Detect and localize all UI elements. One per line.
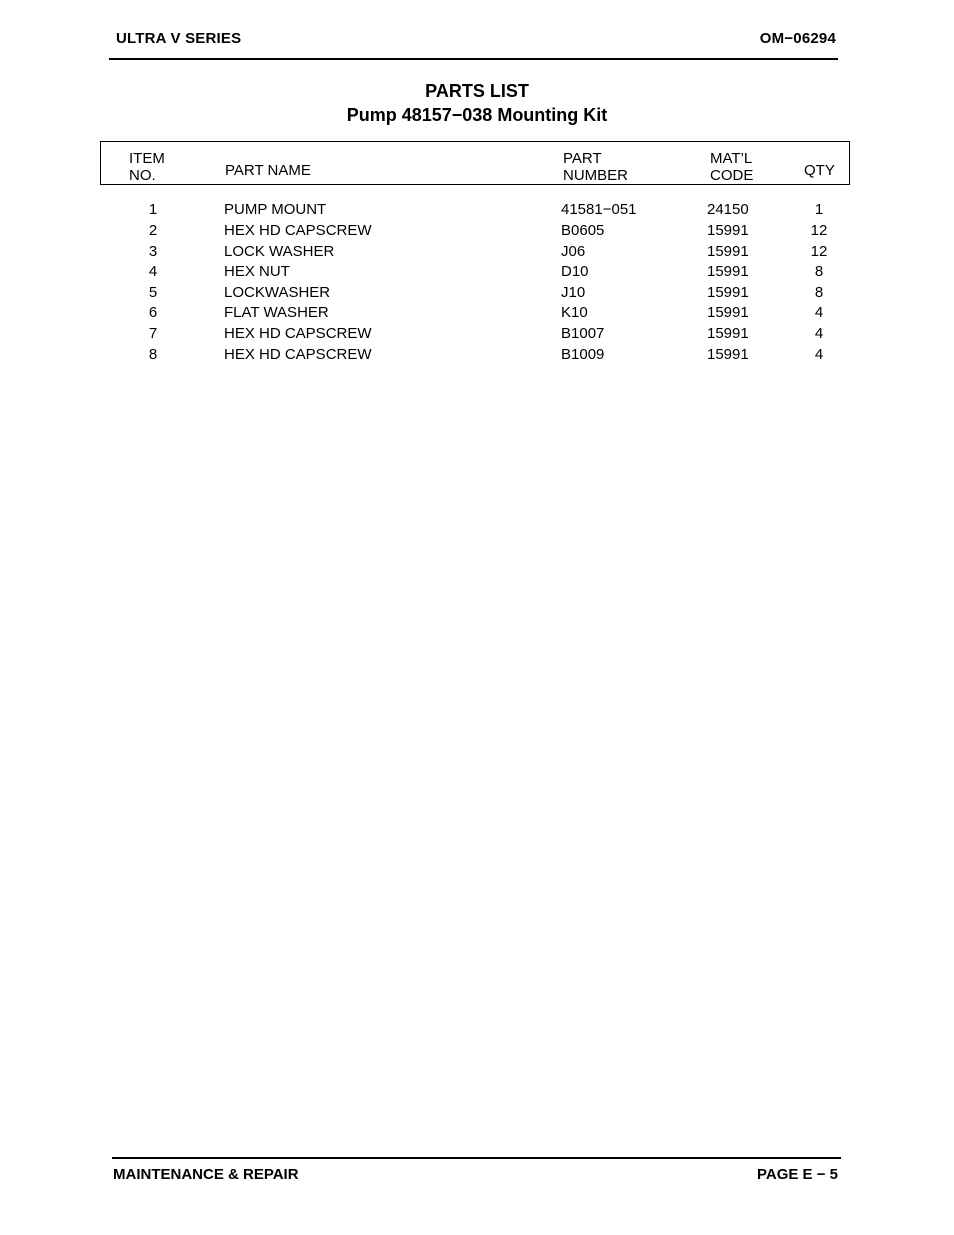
table-row <box>0 324 954 344</box>
column-header-part-number-line1: PART <box>563 150 602 167</box>
header-rule <box>109 58 838 60</box>
table-row <box>0 221 954 241</box>
cell-qty: 4 <box>814 346 824 363</box>
cell-part-number: 41581−051 <box>561 201 637 218</box>
cell-part-number: B1007 <box>561 325 605 342</box>
cell-part-name: FLAT WASHER <box>224 304 329 321</box>
cell-part-number: J10 <box>561 284 586 301</box>
cell-item: 2 <box>148 222 158 239</box>
cell-mat-code: 15991 <box>707 304 749 321</box>
table-row <box>0 303 954 323</box>
cell-qty: 12 <box>810 243 828 260</box>
cell-qty: 4 <box>814 325 824 342</box>
cell-part-number: D10 <box>561 263 589 280</box>
column-header-qty: QTY <box>804 162 835 179</box>
cell-item: 1 <box>148 201 158 218</box>
parts-table-header <box>100 141 850 185</box>
cell-part-name: LOCK WASHER <box>224 243 335 260</box>
table-row <box>0 345 954 365</box>
cell-qty: 1 <box>814 201 824 218</box>
column-header-item-line1: ITEM <box>129 150 165 167</box>
cell-qty: 12 <box>810 222 828 239</box>
cell-part-number: J06 <box>561 243 586 260</box>
cell-mat-code: 24150 <box>707 201 749 218</box>
cell-part-name: HEX HD CAPSCREW <box>224 222 372 239</box>
page-subtitle: Pump 48157−038 Mounting Kit <box>346 105 608 125</box>
cell-qty: 8 <box>814 284 824 301</box>
header-series: ULTRA V SERIES <box>116 30 242 47</box>
cell-mat-code: 15991 <box>707 325 749 342</box>
table-row <box>0 262 954 282</box>
cell-mat-code: 15991 <box>707 243 749 260</box>
cell-item: 8 <box>148 346 158 363</box>
column-header-part-number <box>563 150 628 184</box>
cell-item: 5 <box>148 284 158 301</box>
table-row <box>0 200 954 220</box>
footer-section: MAINTENANCE & REPAIR <box>113 1166 299 1183</box>
cell-part-name: LOCKWASHER <box>224 284 331 301</box>
cell-part-number: B1009 <box>561 346 605 363</box>
cell-part-name: HEX HD CAPSCREW <box>224 325 372 342</box>
column-header-mat-code <box>710 150 753 184</box>
column-header-mat-code-line1: MAT’L <box>710 150 753 167</box>
cell-item: 6 <box>148 304 158 321</box>
table-row <box>0 283 954 303</box>
cell-item: 3 <box>148 243 158 260</box>
cell-mat-code: 15991 <box>707 222 749 239</box>
cell-part-number: K10 <box>561 304 588 321</box>
cell-mat-code: 15991 <box>707 346 749 363</box>
cell-qty: 4 <box>814 304 824 321</box>
column-header-part-name: PART NAME <box>225 162 311 179</box>
cell-part-name: HEX HD CAPSCREW <box>224 346 372 363</box>
header-doc-number: OM−06294 <box>759 30 836 47</box>
cell-part-name: HEX NUT <box>224 263 290 280</box>
cell-part-name: PUMP MOUNT <box>224 201 327 218</box>
table-row <box>0 242 954 262</box>
cell-item: 4 <box>148 263 158 280</box>
column-header-item <box>129 150 165 184</box>
cell-mat-code: 15991 <box>707 263 749 280</box>
column-header-mat-code-line2: CODE <box>710 167 754 184</box>
footer-rule <box>112 1157 841 1159</box>
column-header-part-number-line2: NUMBER <box>563 167 629 184</box>
cell-mat-code: 15991 <box>707 284 749 301</box>
cell-item: 7 <box>148 325 158 342</box>
column-header-item-line2: NO. <box>129 167 156 184</box>
cell-part-number: B0605 <box>561 222 605 239</box>
cell-qty: 8 <box>814 263 824 280</box>
footer-page-number: PAGE E − 5 <box>756 1166 838 1183</box>
page-title: PARTS LIST <box>425 81 529 101</box>
